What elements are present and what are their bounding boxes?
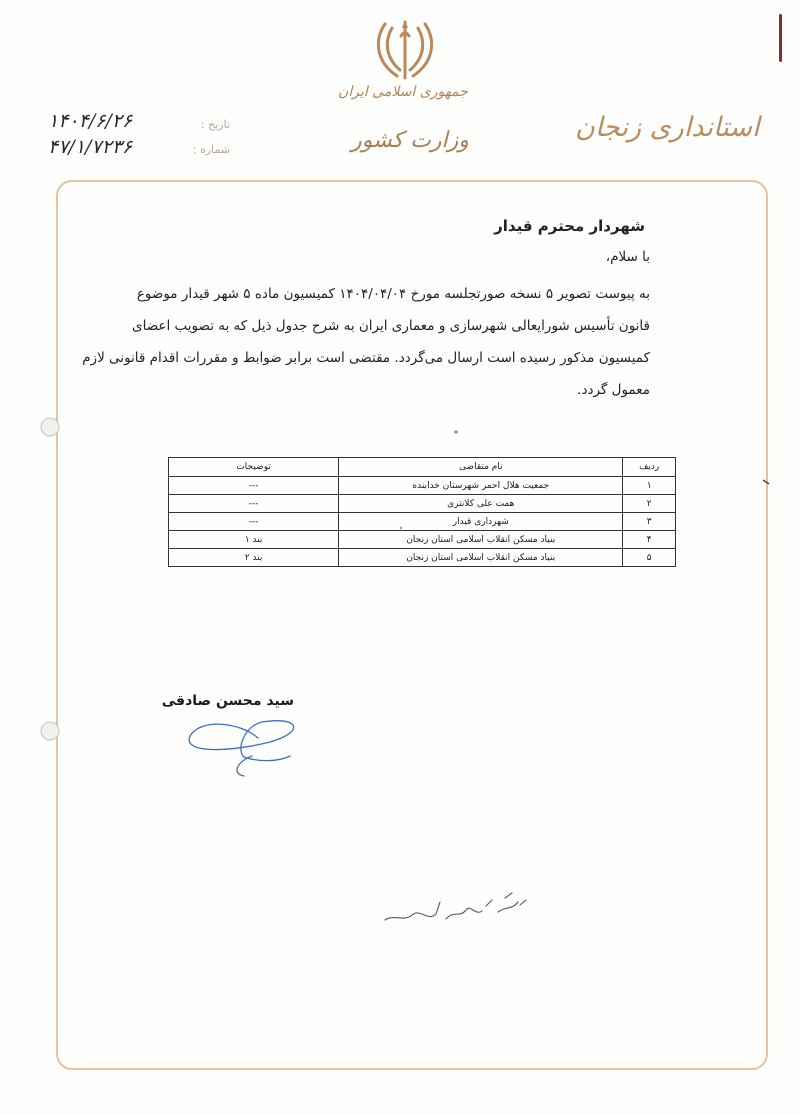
cell-desc: ---: [169, 513, 339, 531]
paragraph-line: به پیوست تصویر ۵ نسخه صورتجلسه مورخ ۱۴۰۴/۰۴/۰۴ کمیسیون ماده ۵ شهر قیدار موضوع: [136, 286, 650, 302]
cell-radif: ۳: [623, 513, 676, 531]
cell-name: شهرداری قیدار: [339, 513, 623, 531]
recipient-title: شهردار محترم قیدار: [494, 217, 645, 235]
cell-radif: ۴: [623, 531, 676, 549]
hole-punch: [41, 418, 59, 740]
paragraph-line: قانون تأسیس شورایعالی شهرسازی و معماری ایران به شرح جدول ذیل که به تصویب اعضای: [132, 318, 650, 334]
handwritten-note: [385, 893, 526, 920]
republic-title: جمهوری اسلامی ایران: [338, 84, 468, 100]
cell-name: بنیاد مسکن انقلاب اسلامی استان زنجان: [339, 531, 623, 549]
cell-radif: ۲: [623, 495, 676, 513]
cell-desc: بند ۱: [169, 531, 339, 549]
cell-radif: ۵: [623, 549, 676, 567]
cell-desc: ---: [169, 477, 339, 495]
date-value: ۱۴۰۴/۶/۲۶: [48, 110, 133, 132]
signatory-name: سید محسن صادقی: [161, 693, 294, 709]
date-label: تاریخ :: [200, 118, 230, 131]
cell-name: بنیاد مسکن انقلاب اسلامی استان زنجان: [339, 549, 623, 567]
paper-speck: [400, 527, 402, 529]
header-name: نام متقاضی: [339, 458, 623, 477]
cell-name: جمعیت هلال احمر شهرستان خدابنده: [339, 477, 623, 495]
greeting: با سلام،: [605, 249, 650, 265]
cell-desc: بند ۲: [169, 549, 339, 567]
paper-speck: [763, 480, 769, 484]
cell-name: همت علی کلانتری: [339, 495, 623, 513]
paragraph-line: معمول گردد.: [577, 382, 650, 398]
signature-scribble: [189, 721, 293, 776]
header-radif: ردیف: [623, 458, 676, 477]
header-desc: توضیحات: [169, 458, 339, 477]
cell-desc: ---: [169, 495, 339, 513]
cell-radif: ۱: [623, 477, 676, 495]
number-value: ۴۷/۱/۷۲۳۶: [48, 136, 133, 158]
paragraph-line: کمیسیون مذکور رسیده است ارسال می‌گردد. مقتضی است برابر ضوابط و مقررات اقدام قانونی لازم: [82, 350, 650, 366]
governorate-title: استانداری زنجان: [575, 112, 760, 143]
paper-speck: [454, 430, 457, 433]
ministry-title: وزارت کشور: [351, 128, 469, 153]
number-label: شماره :: [192, 143, 230, 156]
